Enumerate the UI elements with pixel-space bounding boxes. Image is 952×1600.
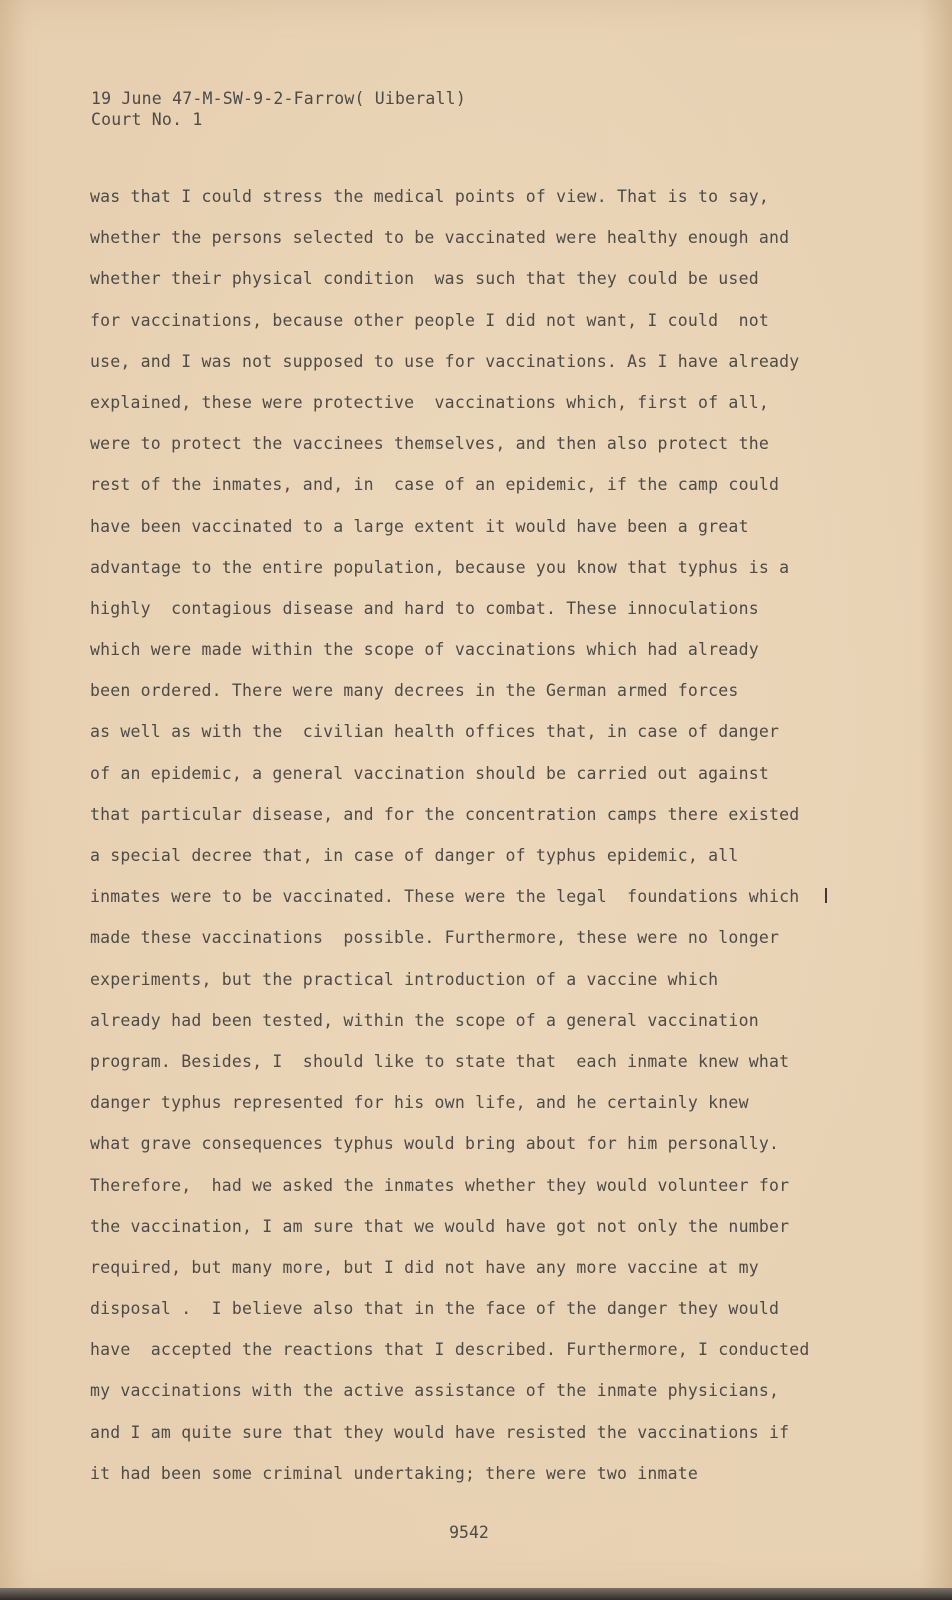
- margin-change-bar: [825, 888, 827, 903]
- text-line: explained, these were protective vaccinations which, first of all,: [90, 392, 769, 412]
- text-line: disposal . I believe also that in the face of the danger they would: [90, 1299, 780, 1319]
- text-line: already had been tested, within the scope of a general vaccination: [90, 1010, 759, 1030]
- text-line: whether the persons selected to be vaccinated were healthy enough and: [90, 228, 790, 248]
- text-line: rest of the inmates, and, in case of an epidemic, if the camp could: [90, 475, 780, 495]
- text-line: that particular disease, and for the concentration camps there existed: [90, 804, 800, 824]
- text-line: been ordered. There were many decrees in the German armed forces: [90, 681, 739, 701]
- text-line: was that I could stress the medical points of view. That is to say,: [90, 187, 769, 206]
- court-number: Court No. 1: [91, 110, 203, 129]
- text-line: a special decree that, in case of danger of typhus epidemic, all: [90, 846, 739, 865]
- text-line: inmates were to be vaccinated. These were the legal foundations which: [90, 887, 800, 907]
- text-line: have accepted the reactions that I described. Furthermore, I conducted: [90, 1340, 810, 1360]
- text-line: were to protect the vaccinees themselves, and then also protect the: [90, 434, 769, 454]
- text-line: as well as with the civilian health offices that, in case of danger: [90, 722, 780, 742]
- text-line: of an epidemic, a general vaccination should be carried out against: [90, 763, 769, 783]
- text-line: highly contagious disease and hard to combat. These innoculations: [90, 598, 759, 618]
- text-line: advantage to the entire population, because you know that typhus is a: [90, 557, 790, 577]
- text-line: which were made within the scope of vaccinations which had already: [90, 640, 759, 660]
- text-line: required, but many more, but I did not have any more vaccine at my: [90, 1257, 759, 1277]
- text-line: program. Besides, I should like to state that each inmate knew what: [90, 1051, 790, 1071]
- text-line: danger typhus represented for his own life, and he certainly knew: [90, 1093, 749, 1113]
- page-number: 9542: [449, 1523, 489, 1542]
- text-line: made these vaccinations possible. Furthermore, these were no longer: [90, 928, 780, 948]
- text-line: and I am quite sure that they would have resisted the vaccinations if: [90, 1422, 790, 1442]
- text-line: the vaccination, I am sure that we would have got not only the number: [90, 1216, 790, 1236]
- text-line: use, and I was not supposed to use for vaccinations. As I have already: [90, 351, 800, 371]
- text-line: my vaccinations with the active assistance of the inmate physicians,: [90, 1381, 780, 1401]
- text-line: experiments, but the practical introduction of a vaccine which: [90, 969, 719, 989]
- text-line: what grave consequences typhus would bring about for him personally.: [90, 1134, 780, 1154]
- text-line: it had been some criminal undertaking; there were two inmate: [90, 1463, 699, 1483]
- document-header: [91, 88, 691, 130]
- scan-bottom-edge: [0, 1588, 952, 1600]
- case-reference: 19 June 47-M-SW-9-2-Farrow( Uiberall): [91, 89, 466, 108]
- text-line: have been vaccinated to a large extent it would have been a great: [90, 516, 749, 536]
- transcript-body: [90, 187, 830, 1505]
- text-line: Therefore, had we asked the inmates whether they would volunteer for: [90, 1175, 790, 1195]
- text-line: for vaccinations, because other people I did not want, I could not: [90, 310, 769, 330]
- text-line: whether their physical condition was such that they could be used: [90, 269, 759, 289]
